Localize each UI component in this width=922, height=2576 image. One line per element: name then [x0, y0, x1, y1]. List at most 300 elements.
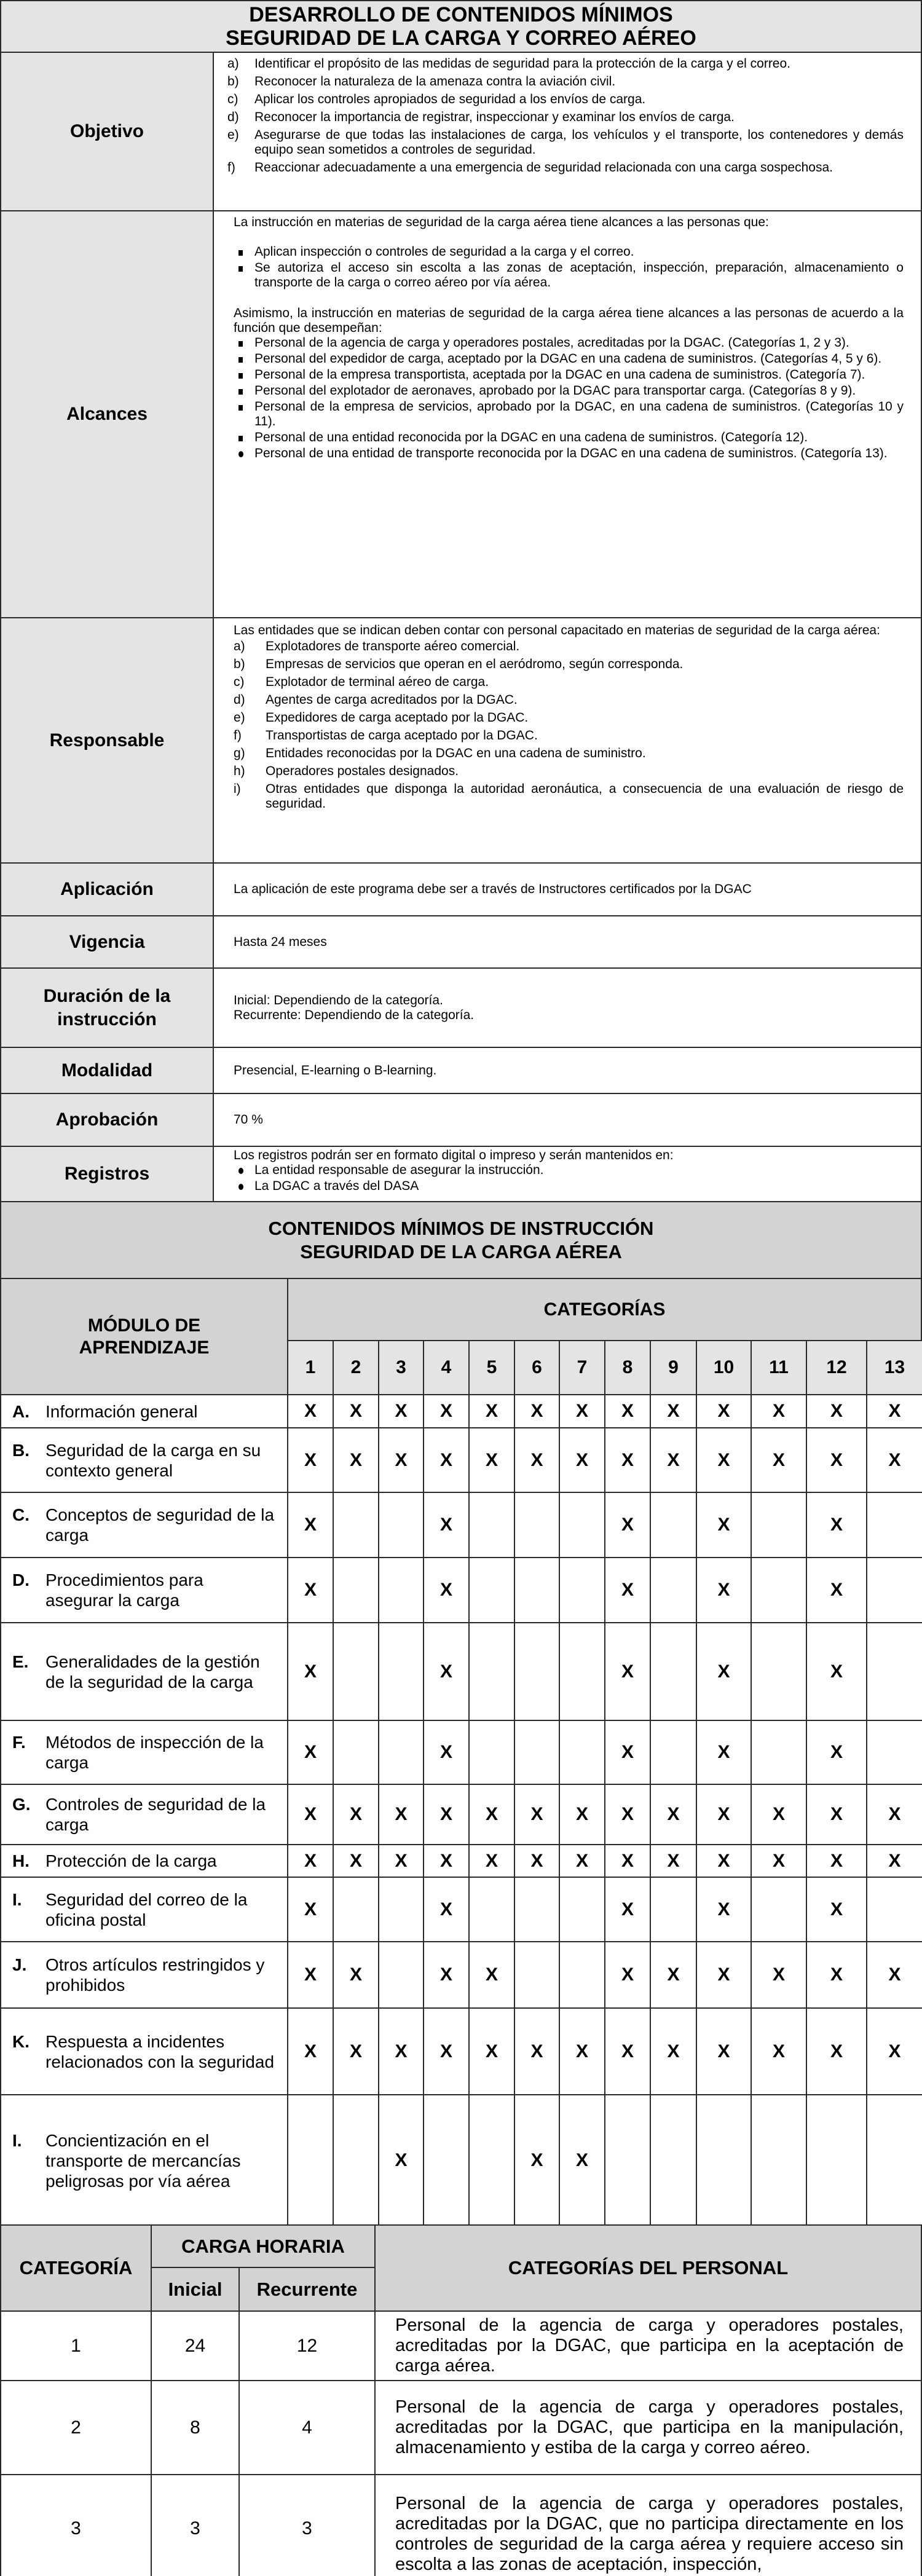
matrix-cell: [866, 1877, 922, 1942]
list-item: [227, 160, 904, 175]
module-name: Información general: [45, 1401, 198, 1421]
module-letter: E.: [12, 1652, 29, 1671]
matrix-cell: [650, 1844, 697, 1878]
list-item-text: La entidad responsable de asegurar la instrucción.: [254, 1163, 544, 1177]
matrix-cell: [604, 1427, 651, 1493]
x-mark: X: [575, 1850, 588, 1871]
matrix-cell: [378, 1622, 424, 1721]
category-number: 8: [622, 1357, 633, 1377]
matrix-cell: [559, 1941, 605, 2009]
category-number: 1: [305, 1357, 316, 1377]
x-mark: X: [530, 2150, 543, 2170]
list-item-text: Aplican inspección o controles de seguridad a la carga y el correo.: [254, 245, 634, 259]
matrix-cell: [751, 2007, 807, 2095]
x-mark: X: [772, 2041, 785, 2062]
registros-list: [234, 1163, 904, 1194]
matrix-cell: [333, 1557, 379, 1623]
x-mark: X: [772, 1850, 785, 1871]
module-row-label: [0, 1720, 288, 1785]
list-item-text: Otras entidades que disponga la autoridad aeronáutica, a consecuencia de una evaluación de riesgo de seguridad.: [266, 782, 904, 811]
registros-intro: Los registros podrán ser en formato digital o impreso y serán mantenidos en:: [234, 1148, 674, 1162]
x-mark: X: [772, 1401, 785, 1421]
module-letter: C.: [12, 1505, 30, 1524]
matrix-cell: [650, 1557, 697, 1623]
matrix-cell: [514, 1557, 560, 1623]
module-letter: J.: [12, 1955, 27, 1974]
matrix-cell: [650, 1720, 697, 1785]
x-mark: X: [304, 1661, 317, 1682]
matrix-cell: [866, 1844, 922, 1878]
list-marker: e): [234, 711, 245, 725]
x-mark: X: [717, 1964, 730, 1985]
matrix-cell: [287, 2007, 334, 2095]
category-number: 3: [396, 1357, 406, 1377]
x-mark: X: [349, 1964, 362, 1985]
t3-header-carga-label: CARGA HORARIA: [181, 2235, 345, 2257]
section1-title-line2: SEGURIDAD DE LA CARGA Y CORREO AÉREO: [226, 26, 696, 50]
module-row-label: [0, 1784, 288, 1845]
x-mark: X: [349, 2041, 362, 2062]
x-mark: X: [772, 1964, 785, 1985]
list-item-text: Personal del expedidor de carga, aceptado por la DGAC en una cadena de suministros. (Categorías 4, 5 y 6).: [254, 352, 882, 366]
square-glyph: [238, 389, 243, 395]
list-item: [227, 92, 904, 107]
list-item-text: Personal de la agencia de carga y operadores postales, acreditadas por la DGAC. (Categorías 1, 2 y 3).: [254, 336, 849, 350]
matrix-cell: [287, 1720, 334, 1785]
category-number-header: [559, 1340, 605, 1395]
x-mark: X: [830, 1964, 843, 1985]
matrix-cell: [751, 1492, 807, 1558]
list-item-text: Explotadores de transporte aéreo comercial.: [266, 639, 520, 653]
matrix-cell: [604, 2094, 651, 2227]
category-number: 11: [769, 1357, 789, 1377]
x-mark: X: [830, 1580, 843, 1600]
category-number-header: [650, 1340, 697, 1395]
responsable-label-cell: [0, 617, 214, 864]
module-label: [12, 1889, 275, 1930]
section2-title: [0, 1201, 922, 1279]
t3-inicial-cell: [151, 2380, 240, 2475]
matrix-cell: [333, 2094, 379, 2227]
t3-recurrente-value: 4: [302, 2417, 312, 2438]
objetivo-list: [227, 57, 904, 175]
x-mark: X: [485, 1964, 498, 1985]
x-mark: X: [304, 1401, 317, 1421]
matrix-cell: [751, 2094, 807, 2227]
matrix-cell: [333, 1941, 379, 2009]
bullet-square-icon: [234, 430, 254, 445]
x-mark: X: [304, 1964, 317, 1985]
module-header-line1: MÓDULO DE: [87, 1315, 201, 1336]
matrix-cell: [559, 2007, 605, 2095]
x-mark: X: [439, 1514, 452, 1535]
x-mark: X: [717, 1449, 730, 1470]
matrix-cell: [650, 1492, 697, 1558]
module-label: [12, 1955, 275, 1995]
x-mark: X: [667, 1401, 680, 1421]
t3-personal-text: Personal de la agencia de carga y operadores postales, acreditadas por la DGAC, que participa en la aceptación de carga aérea.: [395, 2315, 904, 2376]
matrix-cell: [559, 1720, 605, 1785]
x-mark: X: [621, 1514, 634, 1535]
x-mark: X: [621, 1661, 634, 1682]
t3-categoria-value: 1: [71, 2335, 81, 2356]
category-number-header: [751, 1340, 807, 1395]
matrix-cell: [604, 1784, 651, 1845]
bullet-square-icon: [234, 336, 254, 350]
x-mark: X: [888, 1964, 901, 1985]
t3-inicial-value: 3: [190, 2518, 200, 2539]
aplicacion-content: [213, 862, 922, 916]
module-row-label: [0, 1427, 288, 1493]
category-number: 9: [668, 1357, 679, 1377]
matrix-cell: [423, 1877, 470, 1942]
objetivo-label-cell: [0, 52, 214, 211]
matrix-cell: [423, 1622, 470, 1721]
matrix-cell: [806, 1557, 867, 1623]
matrix-cell: [806, 2094, 867, 2227]
x-mark: X: [621, 1580, 634, 1600]
matrix-cell: [751, 1720, 807, 1785]
list-item-text: Personal de una entidad reconocida por la DGAC en una cadena de suministros. (Categoría 12).: [254, 430, 808, 444]
x-mark: X: [439, 1661, 452, 1682]
matrix-cell: [604, 2007, 651, 2095]
list-item-text: Entidades reconocidas por la DGAC en una cadena de suministro.: [266, 746, 646, 760]
x-mark: X: [888, 1850, 901, 1871]
matrix-cell: [287, 1844, 334, 1878]
module-label: [12, 2031, 275, 2072]
x-mark: X: [830, 1804, 843, 1824]
list-item: [234, 746, 904, 761]
x-mark: X: [439, 1580, 452, 1600]
category-number: 10: [713, 1357, 735, 1377]
alcances-label: Alcances: [66, 404, 148, 424]
x-mark: X: [304, 1514, 317, 1535]
list-marker: a): [227, 57, 239, 71]
matrix-cell: [468, 1622, 515, 1721]
t3-header-personal-label: CATEGORÍAS DEL PERSONAL: [508, 2257, 789, 2279]
matrix-cell: [650, 1394, 697, 1428]
aprobacion-label: Aprobación: [55, 1109, 159, 1130]
list-item: [227, 110, 904, 125]
section1-title-line1: DESARROLLO DE CONTENIDOS MÍNIMOS: [249, 3, 673, 26]
matrix-cell: [650, 2007, 697, 2095]
matrix-cell: [468, 1394, 515, 1428]
matrix-cell: [333, 1622, 379, 1721]
list-item-text: Expedidores de carga aceptado por la DGAC.: [266, 711, 529, 725]
x-mark: X: [830, 1661, 843, 1682]
x-mark: X: [717, 1899, 730, 1920]
registros-label-cell: [0, 1146, 214, 1202]
matrix-cell: [423, 1394, 470, 1428]
matrix-cell: [287, 1784, 334, 1845]
x-mark: X: [349, 1449, 362, 1470]
category-number-header: [378, 1340, 424, 1395]
matrix-cell: [559, 1427, 605, 1493]
x-mark: X: [530, 1850, 543, 1871]
matrix-cell: [423, 1720, 470, 1785]
list-item: [227, 128, 904, 157]
matrix-cell: [333, 1877, 379, 1942]
matrix-cell: [378, 1844, 424, 1878]
aprobacion-text: 70 %: [234, 1113, 263, 1127]
category-number: 6: [532, 1357, 542, 1377]
matrix-cell: [866, 1427, 922, 1493]
bullet-square-icon: [234, 245, 254, 259]
module-row-label: [0, 1622, 288, 1721]
modalidad-label: Modalidad: [61, 1060, 153, 1081]
t3-header-carga: [151, 2224, 376, 2268]
matrix-cell: [287, 1427, 334, 1493]
list-item-text: Se autoriza el acceso sin escolta a las zonas de aceptación, inspección, preparación, almacenamiento o transporte de la carga o correo aéreo por vía aérea.: [254, 261, 904, 290]
list-item-text: Agentes de carga acreditados por la DGAC.: [266, 693, 518, 707]
category-number-header: [604, 1340, 651, 1395]
x-mark: X: [621, 1804, 634, 1824]
matrix-cell: [333, 1784, 379, 1845]
square-glyph: [238, 373, 243, 379]
categories-header-label: CATEGORÍAS: [543, 1299, 666, 1320]
matrix-cell: [806, 1394, 867, 1428]
x-mark: X: [395, 1449, 408, 1470]
x-mark: X: [830, 1401, 843, 1421]
category-number-header: [514, 1340, 560, 1395]
t3-categoria-cell: [0, 2474, 152, 2576]
x-mark: X: [717, 1804, 730, 1824]
matrix-cell: [378, 1784, 424, 1845]
matrix-cell: [696, 1557, 752, 1623]
list-marker: b): [234, 657, 245, 671]
bullet-dot-icon: [234, 1163, 254, 1178]
matrix-cell: [468, 1557, 515, 1623]
module-letter: F.: [12, 1733, 26, 1752]
module-label: [12, 1652, 275, 1692]
aprobacion-label-cell: [0, 1093, 214, 1147]
x-mark: X: [717, 1661, 730, 1682]
list-item-text: Personal de la empresa de servicios, aprobado por la DGAC, en una cadena de suministros. (Categorías 10 y 11).: [254, 400, 904, 428]
list-marker: d): [227, 110, 239, 124]
x-mark: X: [485, 1401, 498, 1421]
module-name: Controles de seguridad de la carga: [45, 1795, 266, 1834]
bullet-square-icon: [234, 352, 254, 366]
x-mark: X: [717, 1580, 730, 1600]
x-mark: X: [485, 1850, 498, 1871]
matrix-cell: [514, 1720, 560, 1785]
alcances-bullets-2: [234, 336, 904, 461]
t3-inicial-cell: [151, 2310, 240, 2381]
matrix-cell: [806, 1492, 867, 1558]
list-item-text: Operadores postales designados.: [266, 764, 459, 778]
matrix-cell: [468, 1844, 515, 1878]
square-glyph: [238, 266, 243, 272]
matrix-cell: [287, 1394, 334, 1428]
matrix-cell: [423, 1557, 470, 1623]
bullet-dot-icon: [234, 1179, 254, 1194]
module-letter: G.: [12, 1795, 31, 1814]
section2-title-line1: CONTENIDOS MÍNIMOS DE INSTRUCCIÓN: [268, 1217, 654, 1239]
x-mark: X: [621, 1850, 634, 1871]
alcances-bullets-1: [234, 245, 904, 290]
matrix-cell: [468, 1784, 515, 1845]
matrix-cell: [696, 1877, 752, 1942]
matrix-cell: [378, 1427, 424, 1493]
matrix-cell: [866, 1622, 922, 1721]
matrix-cell: [333, 1427, 379, 1493]
alcances-content: [213, 210, 922, 618]
list-marker: e): [227, 128, 239, 142]
matrix-cell: [378, 1941, 424, 2009]
module-label: [12, 1570, 275, 1610]
vigencia-label: Vigencia: [69, 931, 145, 952]
category-number-header: [696, 1340, 752, 1395]
matrix-cell: [514, 1784, 560, 1845]
list-marker: c): [227, 92, 238, 106]
modalidad-label-cell: [0, 1047, 214, 1094]
module-label: [12, 1794, 275, 1835]
module-label: [12, 1505, 275, 1545]
x-mark: X: [575, 1449, 588, 1470]
matrix-cell: [604, 1394, 651, 1428]
x-mark: X: [530, 2041, 543, 2062]
matrix-cell: [806, 1941, 867, 2009]
x-mark: X: [772, 1449, 785, 1470]
modalidad-text: Presencial, E-learning o B-learning.: [234, 1063, 437, 1077]
t3-header-inicial: [151, 2267, 240, 2312]
x-mark: X: [349, 1804, 362, 1824]
matrix-cell: [751, 1622, 807, 1721]
list-item-text: Transportistas de carga aceptado por la DGAC.: [266, 728, 538, 742]
module-letter: H.: [12, 1851, 30, 1870]
matrix-cell: [559, 1622, 605, 1721]
matrix-cell: [378, 1877, 424, 1942]
bullet-square-icon: [234, 384, 254, 398]
matrix-cell: [806, 1622, 867, 1721]
matrix-cell: [696, 1720, 752, 1785]
matrix-cell: [514, 1877, 560, 1942]
category-number-header: [287, 1340, 334, 1395]
t3-inicial-value: 24: [184, 2335, 206, 2356]
list-item: [234, 711, 904, 725]
matrix-cell: [423, 1844, 470, 1878]
module-letter: A.: [12, 1401, 30, 1421]
x-mark: X: [395, 1401, 408, 1421]
matrix-cell: [696, 1941, 752, 2009]
x-mark: X: [667, 1850, 680, 1871]
list-item-text: Personal de la empresa transportista, aceptada por la DGAC en una cadena de suministros. (Categoría 7).: [254, 368, 865, 382]
duracion-label-line2: instrucción: [57, 1009, 157, 1030]
x-mark: X: [667, 1804, 680, 1824]
matrix-cell: [514, 1844, 560, 1878]
x-mark: X: [395, 2041, 408, 2062]
matrix-cell: [604, 1720, 651, 1785]
list-item: [234, 1163, 904, 1178]
x-mark: X: [667, 1964, 680, 1985]
t3-header-recurrente-label: Recurrente: [256, 2278, 358, 2300]
matrix-cell: [866, 1394, 922, 1428]
list-item-text: Asegurarse de que todas las instalaciones de carga, los vehículos y el transporte, los contenedores y demás equipo sean sometidos a controles de seguridad.: [254, 128, 904, 157]
x-mark: X: [830, 1449, 843, 1470]
matrix-cell: [751, 1557, 807, 1623]
matrix-cell: [604, 1877, 651, 1942]
category-number-header: [806, 1340, 867, 1395]
matrix-cell: [696, 1844, 752, 1878]
matrix-cell: [751, 1877, 807, 1942]
t3-recurrente-value: 3: [302, 2518, 312, 2539]
matrix-cell: [333, 1844, 379, 1878]
square-glyph: [238, 250, 243, 256]
matrix-cell: [696, 1784, 752, 1845]
categories-header: [287, 1278, 922, 1341]
x-mark: X: [304, 1580, 317, 1600]
dot-glyph: [238, 451, 243, 457]
x-mark: X: [575, 2150, 588, 2170]
matrix-cell: [751, 1844, 807, 1878]
registros-label: Registros: [64, 1164, 150, 1184]
x-mark: X: [485, 1449, 498, 1470]
t3-personal-cell: [374, 2474, 922, 2576]
list-item: [227, 57, 904, 71]
matrix-cell: [287, 2094, 334, 2227]
x-mark: X: [530, 1401, 543, 1421]
t3-header-categoria: [0, 2224, 152, 2312]
duracion-recurrente: Recurrente: Dependiendo de la categoría.: [234, 1007, 475, 1022]
x-mark: X: [667, 1449, 680, 1470]
aplicacion-text: La aplicación de este programa debe ser a través de Instructores certificados por la DGAC: [234, 882, 752, 896]
t3-inicial-value: 8: [190, 2417, 200, 2438]
matrix-cell: [423, 1492, 470, 1558]
x-mark: X: [667, 2041, 680, 2062]
x-mark: X: [439, 1401, 452, 1421]
matrix-cell: [423, 1427, 470, 1493]
t3-categoria-cell: [0, 2310, 152, 2381]
list-item: [234, 1179, 904, 1194]
x-mark: X: [439, 2041, 452, 2062]
category-number: 7: [577, 1357, 588, 1377]
matrix-cell: [650, 1941, 697, 2009]
list-marker: b): [227, 74, 239, 89]
matrix-cell: [378, 1720, 424, 1785]
x-mark: X: [530, 1449, 543, 1470]
list-marker: c): [234, 675, 245, 689]
module-row-label: [0, 1557, 288, 1623]
module-label: [12, 2130, 275, 2191]
category-number: 5: [486, 1357, 497, 1377]
matrix-cell: [604, 1941, 651, 2009]
alcances-label-cell: [0, 210, 214, 618]
list-item-text: Reconocer la naturaleza de la amenaza contra la aviación civil.: [254, 74, 616, 89]
square-glyph: [238, 341, 243, 347]
x-mark: X: [439, 1850, 452, 1871]
x-mark: X: [575, 1804, 588, 1824]
list-marker: g): [234, 746, 245, 760]
matrix-cell: [696, 1427, 752, 1493]
matrix-cell: [751, 1427, 807, 1493]
x-mark: X: [830, 1899, 843, 1920]
matrix-cell: [604, 1622, 651, 1721]
matrix-cell: [806, 1784, 867, 1845]
matrix-cell: [696, 1492, 752, 1558]
x-mark: X: [717, 2041, 730, 2062]
matrix-cell: [650, 1877, 697, 1942]
list-item-text: Identificar el propósito de las medidas de seguridad para la protección de la carga y el correo.: [254, 57, 791, 71]
matrix-cell: [604, 1492, 651, 1558]
module-row-label: [0, 1394, 288, 1428]
responsable-intro: Las entidades que se indican deben contar con personal capacitado en materias de seguridad de la carga aérea:: [234, 623, 880, 637]
matrix-cell: [559, 1492, 605, 1558]
module-name: Seguridad de la carga en su contexto general: [45, 1440, 261, 1480]
modalidad-content: [213, 1047, 922, 1094]
matrix-cell: [604, 1557, 651, 1623]
dot-glyph: [238, 1168, 243, 1174]
list-item-text: Aplicar los controles apropiados de seguridad a los envíos de carga.: [254, 92, 646, 106]
